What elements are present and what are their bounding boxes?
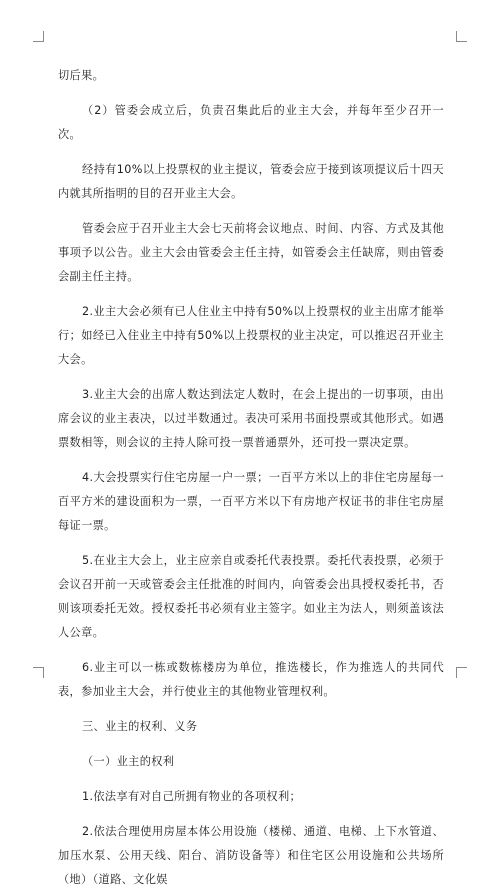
paragraph-item-5: 5.在业主大会上，业主应亲自或委托代表投票。委托代表投票，必须于会议召开前一天或管委会主任批准的时间内，向管委会出具授权委托书，否则该项委托无效。授权委托书必须有业主签字。如业主为法人，则须盖该法人公章。 xyxy=(58,554,444,639)
document-body xyxy=(58,64,444,892)
paragraph-item-4: 4.大会投票实行住宅房屋一户一票；一百平方米以上的非住宅房屋每一百平方米的建设面积为一票，一百平方米以下有房地产权证书的非住宅房屋每证一票。 xyxy=(58,471,444,532)
paragraph-item-6: 6.业主可以一栋或数栋楼房为单位，推选楼长，作为推选人的共同代表，参加业主大会，并行使业主的其他物业管理权利。 xyxy=(58,661,444,698)
crop-mark-top-right xyxy=(456,31,467,42)
paragraph-item-3: 3.业主大会的出席人数达到法定人数时，在会上提出的一切事项，由出席会议的业主表决，以过半数通过。表决可采用书面投票或其他形式。如遇票数相等，则会议的主持人除可投一票普通票外，还可投一票决定票。 xyxy=(58,388,444,449)
paragraph-announcement: 管委会应于召开业主大会七天前将会议地点、时间、内容、方式及其他事项予以公告。业主大会由管委会主任主持，如管委会主任缺席，则由管委会副主任主持。 xyxy=(58,222,444,283)
paragraph-committee-meetings: （2）管委会成立后，负责召集此后的业主大会，并每年至少召开一次。 xyxy=(58,104,444,141)
paragraph-proposal: 经持有10%以上投票权的业主提议，管委会应于接到该项提议后十四天内就其所指明的目的召开业主大会。 xyxy=(58,163,444,200)
paragraph-continuation: 切后果。 xyxy=(58,69,105,82)
crop-mark-bottom-right xyxy=(456,667,467,678)
subsection-heading: （一）业主的权利 xyxy=(82,755,175,768)
paragraph-item-2: 2.业主大会必须有已人住业主中持有50%以上投票权的业主出席才能举行；如经已入住业主中持有50%以上投票权的业主决定，可以推迟召开业主大会。 xyxy=(58,305,444,366)
rights-item-1: 1.依法享有对自己所拥有物业的各项权利； xyxy=(82,790,302,803)
section-heading: 三、业主的权利、义务 xyxy=(82,720,198,733)
crop-mark-top-left xyxy=(33,31,44,42)
rights-item-2: 2.依法合理使用房屋本体公用设施（楼梯、通道、电梯、上下水管道、加压水泵、公用天线、阳台、消防设备等）和住宅区公用设施和公共场所（地）（道路、文化娱 xyxy=(58,825,444,886)
crop-mark-bottom-left xyxy=(33,667,44,678)
